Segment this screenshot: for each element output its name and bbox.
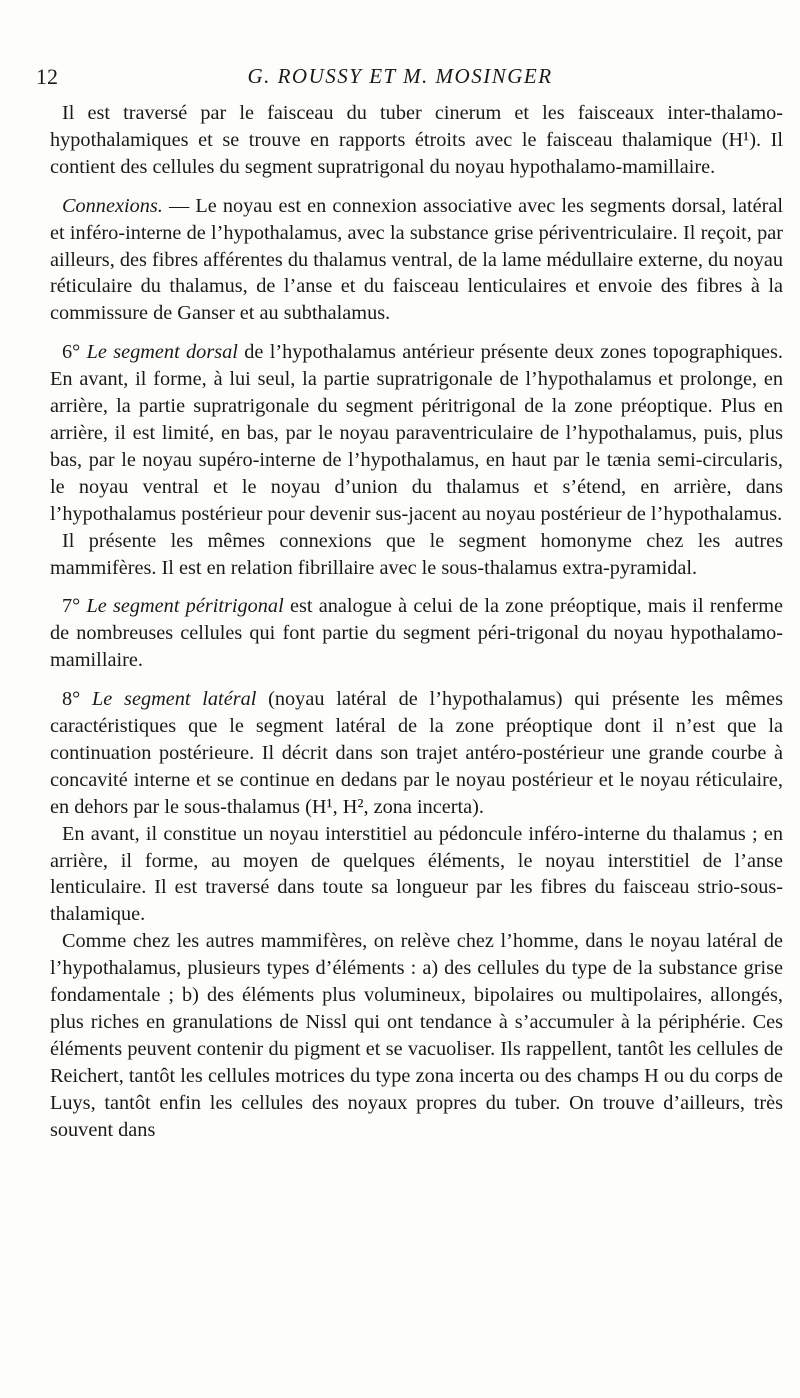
page-number: 12 bbox=[36, 64, 58, 89]
paragraph-segment-dorsal: 6° Le segment dorsal de l’hypothalamus antérieur présente deux zones topographiques. En avant, il forme, à lui seul, la partie supratrigonale de l’hypothalamus et prolonge, en arrière, la partie supratrigonale du segment péritrigonal de la zone préoptique. Plus en arrière, il est limité, en bas, par le noyau paraventriculaire de l’hypothalamus, puis, plus bas, par le noyau supéro-interne de l’hypothalamus, en haut par le tænia semi-circularis, le noyau ventral et le noyau d’union du thalamus et s’étend, en arrière, dans l’hypothalamus postérieur pour devenir sus-jacent au noyau postérieur de l’hypothalamus. bbox=[50, 341, 783, 525]
paragraph-comme-chez: Comme chez les autres mammifères, on relève chez l’homme, dans le noyau latéral de l’hypothalamus, plusieurs types d’éléments : a) des cellules du type de la substance grise fondamentale ; b) des éléments plus volumineux, bipolaires ou multipolaires, allongés, plus riches en granulations de Nissl qui ont tendance à s’accumuler à la périphérie. Ces éléments peuvent contenir du pigment et se vacuoliser. Ils rappellent, tantôt les cellules de Reichert, tantôt les cellules motrices du type zona incerta ou des champs H ou du corps de Luys, tantôt enfin les cellules des noyaux propres du tuber. On trouve d’ailleurs, très souvent dans bbox=[50, 930, 783, 1141]
paragraph-segment-peritrigonal: 7° Le segment péritrigonal est analogue à celui de la zone préoptique, mais il renferme de nombreuses cellules qui font partie du segment péri-trigonal du noyau hypothalamo-mamillaire. bbox=[50, 595, 783, 672]
paragraph-segment-lateral: 8° Le segment latéral (noyau latéral de l’hypothalamus) qui présente les mêmes caractéristiques que le segment latéral de la zone préoptique dont il n’est que la continuation postérieure. Il décrit dans son trajet antéro-postérieur une grande courbe à concavité interne et se continue en dedans par le noyau postérieur et le noyau réticulaire, en dehors par le sous-thalamus (H¹, H², zona incerta). bbox=[50, 688, 783, 818]
paragraph-1: Il est traversé par le faisceau du tuber cinerum et les faisceaux inter-thalamo-hypothalamiques et se trouve en rapports étroits avec le faisceau thalamique (H¹). Il contient des cellules du segment supratrigonal du noyau hypothalamo-mamillaire. bbox=[50, 102, 783, 178]
section-lead: Le segment dorsal bbox=[86, 341, 238, 364]
section-lead: Le segment péritrigonal bbox=[86, 595, 284, 618]
section-lead: Connexions. bbox=[62, 194, 163, 217]
paragraph-en-avant: En avant, il constitue un noyau interstitiel au pédoncule inféro-interne du thalamus ; en arrière, il forme, au moyen de quelques éléments, le noyau interstitiel de l’anse lenticulaire. Il est traversé dans toute sa longueur par les fibres du faisceau strio-sous-thalamique. bbox=[50, 822, 783, 926]
section-lead: Le segment latéral bbox=[92, 688, 257, 711]
paragraph-connexions-dorsal: Il présente les mêmes connexions que le segment homonyme chez les autres mammifères. Il est en relation fibrillaire avec le sous-thalamus extra-pyramidal. bbox=[50, 529, 783, 579]
running-head: G. ROUSSY ET M. MOSINGER bbox=[247, 64, 553, 88]
body-text bbox=[50, 100, 783, 1144]
paragraph-connexions: Connexions. — Le noyau est en connexion associative avec les segments dorsal, latéral et inféro-interne de l’hypothalamus, avec la substance grise périventriculaire. Il reçoit, par ailleurs, des fibres afférentes du thalamus ventral, de la lame médullaire externe, du noyau réticulaire du thalamus, de l’anse et du faisceau lenticulaires et envoie des fibres à la commissure de Ganser et au subthalamus. bbox=[50, 194, 783, 325]
page-header bbox=[36, 64, 764, 94]
